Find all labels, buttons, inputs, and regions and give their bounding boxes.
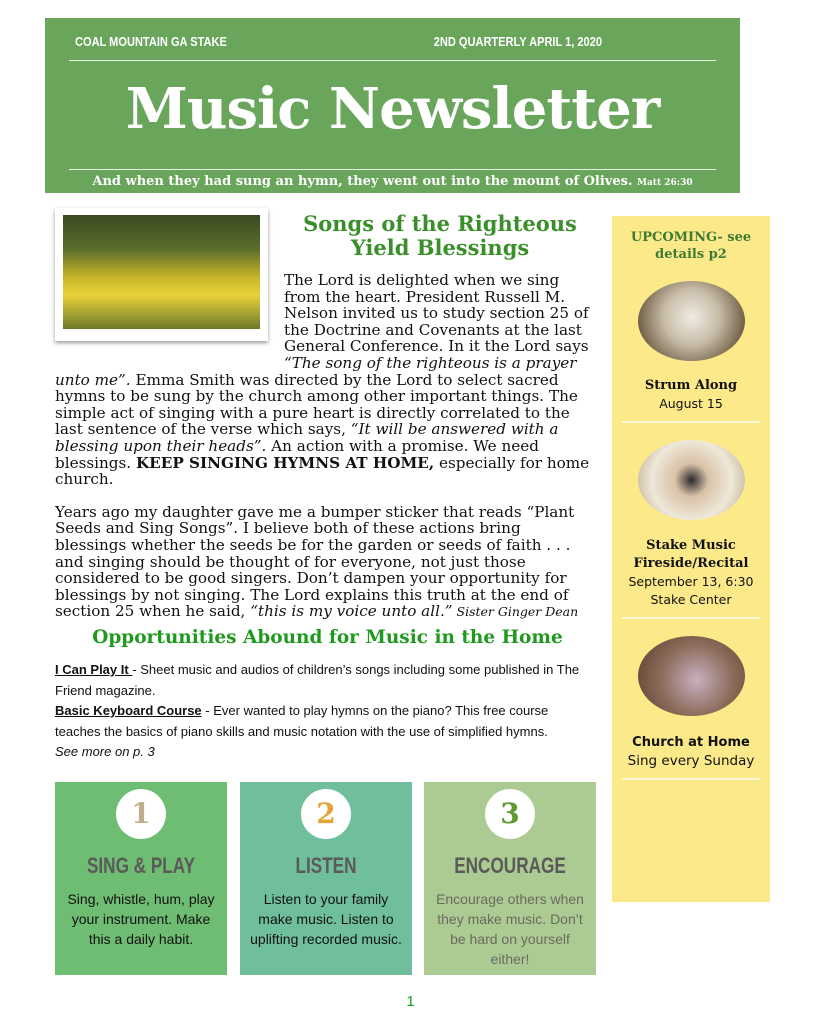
event-fireside-recital (612, 440, 770, 619)
event-detail: August 15 (659, 396, 723, 411)
step-number: 3 (485, 789, 535, 839)
sidebar-title: UPCOMING- see details p2 (630, 230, 752, 262)
event-location: Stake Center (650, 592, 732, 607)
family-piano-painting (638, 636, 745, 716)
i-can-play-it-link[interactable]: I Can Play It (55, 662, 133, 677)
basic-keyboard-course-link[interactable]: Basic Keyboard Course (55, 703, 202, 718)
divider (69, 169, 716, 170)
event-detail: September 13, 6:30 (628, 574, 754, 589)
step-label: LISTEN (295, 853, 357, 878)
article-paragraph: Years ago my daughter gave me a bumper sticker that reads “Plant Seeds and Sing Songs”. I believe both of these actions bring blessings whether the seeds be for the garden or seeds of faith . . . and singing should be thought of for everyone, not just those considered to be good singers. Don’t dampen your opportunity for blessings by not singing. The Lord explains this truth at the end of section 25 when he said, “this is my voice unto all.” Sister Ginger Dean (55, 502, 579, 621)
trumpet-player-photo (638, 440, 745, 520)
step-text: Sing, whistle, hum, play your instrument. Make this a daily habit. (67, 891, 215, 947)
article-title: Songs of the Righteous Yield Blessings (303, 211, 577, 260)
list-item: Basic Keyboard Course - Ever wanted to play hymns on the piano? This free course teaches the basics of piano skills and music notation with the use of simplified hymns. (55, 703, 549, 739)
event-church-at-home (612, 636, 770, 780)
scripture-verse: And when they had sung an hymn, they went out into the mount of Olives. Matt 26:30 (92, 174, 693, 189)
divider (69, 60, 716, 61)
step-listen (240, 782, 412, 975)
org-name: COAL MOUNTAIN GA STAKE (75, 34, 227, 49)
issue-date: 2ND QUARTERLY APRIL 1, 2020 (433, 34, 602, 49)
verse-reference: Matt 26:30 (637, 178, 693, 188)
event-title: Strum Along (644, 378, 738, 393)
event-strum-along (612, 281, 770, 423)
list-item: I Can Play It - Sheet music and audios of children’s songs including some published in The Friend magazine. (55, 662, 580, 698)
step-number: 2 (301, 789, 351, 839)
step-encourage (424, 782, 596, 975)
newsletter-title: Music Newsletter (125, 76, 660, 142)
upcoming-sidebar (612, 216, 770, 902)
opportunities-title: Opportunities Abound for Music in the Home (92, 627, 563, 648)
step-label: ENCOURAGE (454, 853, 566, 878)
event-title: Church at Home (632, 735, 750, 750)
ukulele-player-photo (638, 281, 745, 361)
article-paragraph: The Lord is delighted when we sing from the heart. President Russell M. Nelson invited us to study section 25 of the Doctrine and Covenants at the last General Conference. In it the Lord says “The song of the righteous is a prayer unto me”. Emma Smith was directed by the Lord to select sacred hymns to be sung by the church among other important things. The simple act of singing with a pure heart is directly correlated to the last sentence of the verse which says, “It will be answered with a blessing upon their heads”. An action with a promise. We need blessings. KEEP SINGING HYMNS AT HOME, especially for home church. (55, 271, 590, 489)
event-title: Stake Music Fireside/Recital (633, 538, 749, 571)
step-label: SING & PLAY (86, 853, 196, 878)
masthead (45, 18, 740, 193)
event-detail: Sing every Sunday (627, 753, 755, 769)
step-number: 1 (116, 789, 166, 839)
step-sing-play (55, 782, 227, 975)
article-body (55, 272, 592, 637)
opportunities-list (55, 660, 595, 763)
author: Sister Ginger Dean (452, 604, 579, 620)
step-text: Encourage others when they make music. Don’t be hard on yourself either! (436, 891, 584, 967)
step-text: Listen to your family make music. Listen to uplifting recorded music. (250, 891, 402, 947)
see-more-note: See more on p. 3 (55, 744, 155, 759)
page-number: 1 (406, 993, 415, 1010)
